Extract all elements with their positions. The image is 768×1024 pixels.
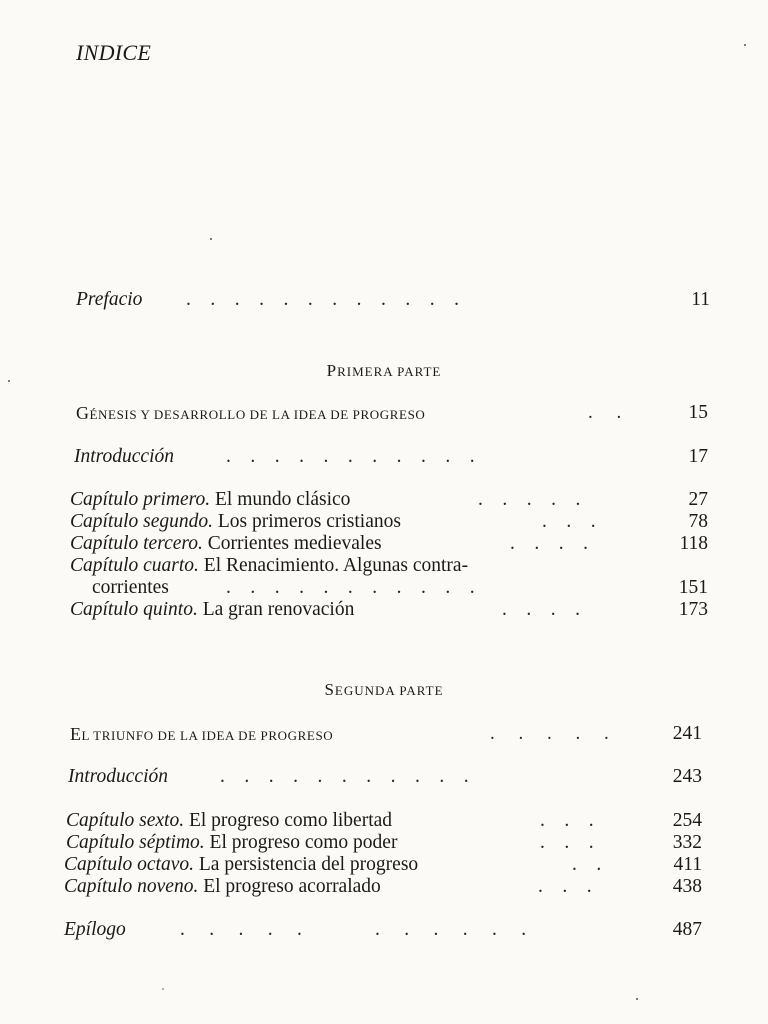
leader-dots: . . . . . . . . . . . bbox=[226, 446, 475, 467]
leader-dots: . . . . bbox=[510, 533, 588, 554]
chapter-title: La persistencia del progreso bbox=[198, 854, 419, 875]
toc-entry-label: Epílogo bbox=[64, 919, 126, 940]
toc-page-number: 118 bbox=[679, 533, 708, 554]
toc-page-number: 78 bbox=[688, 511, 708, 532]
toc-page-number: 17 bbox=[688, 446, 708, 467]
toc-page-number: 11 bbox=[691, 289, 710, 310]
toc-entry-epilogo bbox=[64, 919, 702, 941]
chapter-label: Capítulo segundo. bbox=[70, 511, 214, 532]
leader-dots: . . . bbox=[538, 876, 592, 897]
toc-page-number: 243 bbox=[672, 766, 702, 787]
toc-chapter bbox=[70, 555, 708, 577]
scan-speck bbox=[744, 44, 746, 46]
toc-chapter-continuation bbox=[92, 577, 708, 599]
toc-page-number: 438 bbox=[672, 876, 702, 897]
chapter-label: Capítulo tercero. bbox=[70, 533, 203, 554]
heading-initial: S bbox=[324, 680, 335, 699]
toc-page-number: 173 bbox=[678, 599, 708, 620]
chapter-label: Capítulo noveno. bbox=[64, 876, 199, 897]
entry-initial: G bbox=[76, 403, 90, 423]
toc-entry-label: Introducción bbox=[68, 766, 169, 787]
chapter-label: Capítulo quinto. bbox=[70, 599, 198, 620]
toc-page-number: 151 bbox=[678, 577, 708, 598]
leader-dots: . . . . . . . . . . . . bbox=[186, 289, 459, 310]
leader-dots: . . . . . . . . . . . bbox=[220, 766, 469, 787]
heading-initial: P bbox=[326, 361, 338, 380]
toc-chapter bbox=[70, 511, 708, 533]
toc-page-number: 15 bbox=[688, 402, 708, 423]
chapter-label: Capítulo cuarto. bbox=[70, 555, 199, 576]
part-two-heading bbox=[0, 680, 768, 700]
leader-dots: . . . . . bbox=[490, 723, 609, 744]
toc-page-number: 332 bbox=[672, 832, 702, 853]
toc-page-number: 487 bbox=[672, 919, 702, 940]
chapter-title: La gran renovación bbox=[202, 599, 355, 620]
toc-entry-genesis bbox=[76, 402, 708, 426]
toc-chapter bbox=[70, 489, 708, 511]
heading-rest: RIMERA PARTE bbox=[337, 364, 442, 379]
toc-chapter bbox=[66, 810, 702, 832]
scan-speck bbox=[210, 238, 212, 240]
leader-dots: . . . . . bbox=[478, 489, 581, 510]
toc-entry-triunfo bbox=[70, 723, 702, 747]
chapter-title: Corrientes medievales bbox=[207, 533, 382, 554]
leader-dots: . . . . . . . . . . . bbox=[180, 919, 527, 940]
leader-dots: . . . . . . . . . . . bbox=[226, 577, 475, 598]
toc-entry-introduccion-1 bbox=[74, 446, 708, 468]
chapter-title: El progreso acorralado bbox=[203, 876, 381, 897]
chapter-label: Capítulo octavo. bbox=[64, 854, 194, 875]
entry-rest: L TRIUNFO DE LA IDEA DE PROGRESO bbox=[81, 728, 334, 743]
toc-chapter bbox=[70, 533, 708, 555]
toc-page-number: 411 bbox=[673, 854, 702, 875]
toc-chapter bbox=[64, 854, 702, 876]
toc-page-number: 27 bbox=[688, 489, 708, 510]
leader-dots: . . bbox=[572, 854, 602, 875]
leader-dots: . . . bbox=[540, 832, 594, 853]
leader-dots: . . . bbox=[542, 511, 596, 532]
toc-chapter bbox=[66, 832, 702, 854]
scan-speck bbox=[162, 988, 164, 990]
chapter-title: El Renacimiento. Algunas contra- bbox=[203, 555, 469, 576]
scan-speck bbox=[8, 380, 10, 382]
chapter-title: corrientes bbox=[92, 577, 169, 598]
toc-chapter bbox=[70, 599, 708, 621]
toc-page-number: 241 bbox=[672, 723, 702, 744]
chapter-title: El progreso como poder bbox=[209, 832, 398, 853]
part-one-heading bbox=[0, 361, 768, 381]
chapter-title: El mundo clásico bbox=[215, 489, 351, 510]
heading-rest: EGUNDA PARTE bbox=[334, 683, 444, 698]
page-title: INDICE bbox=[76, 40, 152, 65]
leader-dots: . . bbox=[588, 402, 622, 423]
toc-entry-label: Introducción bbox=[74, 446, 175, 467]
entry-initial: E bbox=[70, 724, 82, 744]
chapter-label: Capítulo séptimo. bbox=[66, 832, 205, 853]
chapter-label: Capítulo sexto. bbox=[66, 810, 185, 831]
scan-speck bbox=[636, 998, 638, 1000]
leader-dots: . . . bbox=[540, 810, 594, 831]
chapter-title: Los primeros cristianos bbox=[217, 511, 401, 532]
toc-entry-introduccion-2 bbox=[68, 766, 702, 788]
toc-entry-prefacio bbox=[76, 289, 710, 311]
toc-page-number: 254 bbox=[672, 810, 702, 831]
entry-rest: ÉNESIS Y DESARROLLO DE LA IDEA DE PROGRESO bbox=[89, 407, 426, 422]
toc-chapter bbox=[64, 876, 702, 898]
chapter-title: El progreso como libertad bbox=[188, 810, 393, 831]
leader-dots: . . . . bbox=[502, 599, 580, 620]
toc-entry-label: Prefacio bbox=[76, 289, 143, 310]
chapter-label: Capítulo primero. bbox=[70, 489, 211, 510]
